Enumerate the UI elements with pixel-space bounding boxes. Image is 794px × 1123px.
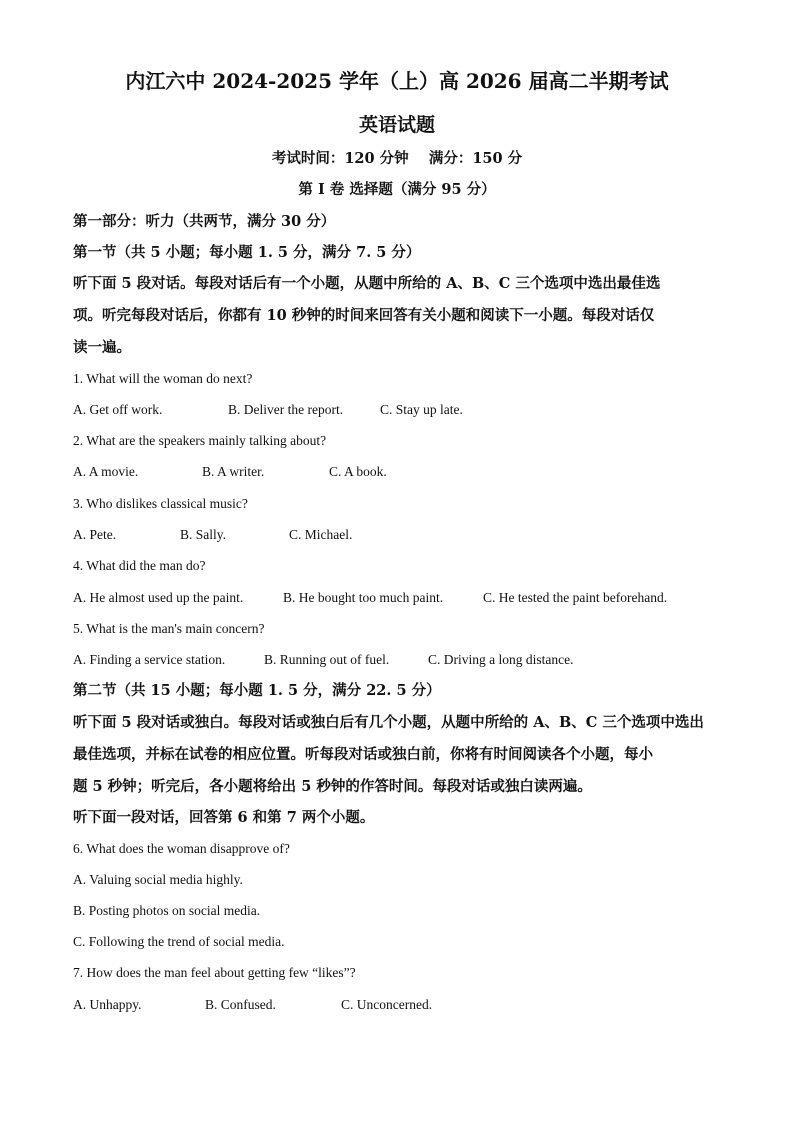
option-c: C. Michael. (289, 527, 353, 542)
question-stem: 1. What will the woman do next? (73, 371, 253, 386)
question-stem: 6. What does the woman disapprove of? (73, 841, 290, 856)
section2-heading: 第二节（共 15 小题；每小题 1. 5 分，满分 22. 5 分） (73, 682, 441, 699)
option-b: B. He bought too much paint. (283, 590, 444, 605)
exam-title: 内江六中 2024-2025 学年（上）高 2026 届高二半期考试 (125, 69, 669, 93)
option-a: A. Valuing social media highly. (73, 872, 243, 887)
option-a: A. Get off work. (73, 402, 163, 417)
section1-instruction-line: 听下面 5 段对话。每段对话后有一个小题，从题中所给的 A、B、C 三个选项中选出最佳选 (73, 275, 661, 292)
option-a: A. Finding a service station. (73, 652, 226, 667)
option-a: A. A movie. (73, 464, 139, 479)
question-stem: 3. Who dislikes classical music? (73, 496, 248, 511)
question-stem: 5. What is the man's main concern? (73, 621, 265, 636)
option-c: C. Stay up late. (380, 402, 463, 417)
section1-heading: 第一节（共 5 小题；每小题 1. 5 分，满分 7. 5 分） (73, 244, 421, 261)
option-c: C. Unconcerned. (341, 997, 433, 1012)
option-c: C. Driving a long distance. (428, 652, 574, 667)
section2-instruction-line: 听下面 5 段对话或独白。每段对话或独白后有几个小题，从题中所给的 A、B、C 三个选项中选出 (73, 714, 704, 731)
part1-heading: 第一部分：听力（共两节，满分 30 分） (73, 213, 336, 230)
question-stem: 7. How does the man feel about getting few “likes”? (73, 965, 356, 980)
option-c: C. He tested the paint beforehand. (483, 590, 668, 605)
option-c: C. Following the trend of social media. (73, 934, 285, 949)
option-b: B. Running out of fuel. (264, 652, 390, 667)
section2-instruction-line: 最佳选项，并标在试卷的相应位置。听每段对话或独白前，你将有时间阅读各个小题，每小 (73, 746, 653, 763)
section1-instruction-line: 项。听完每段对话后，你都有 10 秒钟的时间来回答有关小题和阅读下一小题。每段对话仅 (73, 307, 655, 324)
volume-title: 第 I 卷 选择题（满分 95 分） (298, 181, 496, 198)
option-b: B. Confused. (205, 997, 276, 1012)
option-c: C. A book. (329, 464, 387, 479)
option-a: A. He almost used up the paint. (73, 590, 244, 605)
section2-instruction-line: 题 5 秒钟；听完后，各小题将给出 5 秒钟的作答时间。每段对话或独白读两遍。 (73, 778, 592, 795)
option-b: B. A writer. (202, 464, 265, 479)
exam-info: 考试时间：120 分钟 满分：150 分 (271, 150, 523, 167)
question-stem: 2. What are the speakers mainly talking about? (73, 433, 327, 448)
section1-instruction-line: 读一遍。 (73, 339, 131, 356)
option-b: B. Sally. (180, 527, 227, 542)
subject-title: 英语试题 (358, 114, 435, 136)
option-b: B. Deliver the report. (228, 402, 344, 417)
dialogue-intro: 听下面一段对话，回答第 6 和第 7 两个小题。 (73, 809, 375, 826)
question-stem: 4. What did the man do? (73, 558, 206, 573)
option-a: A. Pete. (73, 527, 117, 542)
option-b: B. Posting photos on social media. (73, 903, 261, 918)
option-a: A. Unhappy. (73, 997, 142, 1012)
